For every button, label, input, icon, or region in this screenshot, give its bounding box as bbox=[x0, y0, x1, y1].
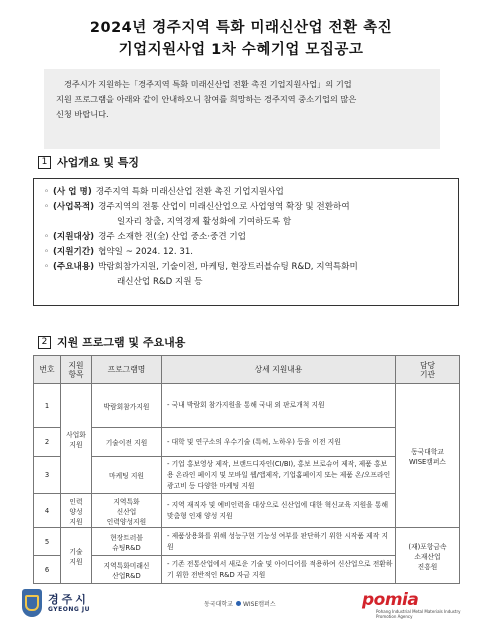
row-detail: - 기존 전통산업에서 새로운 기술 및 아이디어를 적용하여 신산업으로 전환하기 위한 전반적인 R&D 자금 지원 bbox=[162, 556, 396, 584]
header-no: 번호 bbox=[34, 356, 61, 384]
row-program: 마케팅 지원 bbox=[92, 457, 162, 494]
footer-logos bbox=[0, 587, 482, 623]
dongguk-text: 동국대학교 bbox=[204, 601, 233, 608]
overview-item-name bbox=[44, 185, 450, 200]
row-program: 기술이전 지원 bbox=[92, 428, 162, 457]
table-row bbox=[34, 528, 460, 556]
page-title-line1: 2024년 경주지역 특화 미래신산업 전환 촉진 bbox=[89, 20, 393, 36]
overview-value: 경주 소재한 전(全) 산업 중소·중견 기업 bbox=[98, 232, 246, 242]
overview-key: (사 업 명) bbox=[53, 187, 92, 197]
gyeongju-logo bbox=[22, 589, 90, 617]
intro-box bbox=[44, 69, 440, 149]
field-tech: 기술 지원 bbox=[61, 528, 92, 584]
row-no: 6 bbox=[34, 556, 61, 584]
overview-value: 경주지역의 전통 산업이 미래신산업으로 사업영역 확장 및 전환하여 bbox=[98, 202, 350, 212]
section-1-heading bbox=[38, 154, 139, 170]
overview-key: (사업목적) bbox=[53, 202, 95, 212]
overview-item-purpose bbox=[44, 200, 450, 215]
intro-line1: 경주시가 지원하는「경주지역 특화 미래신산업 전환 촉진 기업지원사업」의 기업 bbox=[64, 79, 352, 89]
overview-item-content bbox=[44, 260, 450, 275]
row-program: 지역특화 신산업 인력양성지원 bbox=[92, 494, 162, 528]
overview-value-continued: 일자리 창출, 지역경제 활성화에 기여하도록 함 bbox=[117, 217, 292, 227]
header-field: 지원 항목 bbox=[61, 356, 92, 384]
intro-line2: 지원 프로그램을 아래와 같이 안내하오니 참여를 희망하는 경주지역 중소기업의 많은 bbox=[56, 94, 357, 104]
header-agency: 담당 기관 bbox=[396, 356, 460, 384]
bullet: ◦ bbox=[44, 232, 50, 242]
bullet: ◦ bbox=[44, 202, 50, 212]
overview-box bbox=[33, 178, 459, 306]
overview-item-target bbox=[44, 230, 450, 245]
pomia-wordmark: pomia bbox=[362, 590, 419, 610]
overview-item-period bbox=[44, 245, 450, 260]
bullet: ◦ bbox=[44, 187, 50, 197]
row-detail: - 대학 및 연구소의 우수기술 (특허, 노하우) 등을 이전 지원 bbox=[162, 428, 396, 457]
section-1-number: 1 bbox=[38, 156, 51, 169]
wise-text: WISE캠퍼스 bbox=[242, 601, 276, 608]
overview-value: 경주지역 특화 미래신산업 전환 촉진 기업지원사업 bbox=[95, 187, 284, 197]
bullet: ◦ bbox=[44, 247, 50, 257]
row-no: 4 bbox=[34, 494, 61, 528]
intro-line3: 신청 바랍니다. bbox=[56, 109, 109, 119]
row-program: 지역특화미래신 산업R&D bbox=[92, 556, 162, 584]
city-name-en: GYEONG JU bbox=[48, 606, 90, 613]
overview-value: 협약일 ~ 2024. 12. 31. bbox=[98, 247, 194, 257]
row-no: 5 bbox=[34, 528, 61, 556]
header-program: 프로그램명 bbox=[92, 356, 162, 384]
row-detail: - 기업 홍보영상 제작, 브랜드디자인(CI/BI), 홍보 브로슈어 제작, 제품 홍보용 온라인 페이지 및 모바일 웹/앱제작, 기업홈페이지 또는 제품 온/오프라인 광고비 등 다양한 마케팅 지원 bbox=[162, 457, 396, 494]
section-2-number: 2 bbox=[38, 336, 51, 349]
section-2-heading bbox=[38, 334, 185, 350]
row-detail: - 지역 재직자 및 예비인력을 대상으로 신산업에 대한 혁신교육 지원을 통해 맞춤형 인재 양성 지원 bbox=[162, 494, 396, 528]
row-no: 1 bbox=[34, 384, 61, 428]
city-name-ko: 경주시 bbox=[48, 593, 89, 606]
overview-value-continued: 래신산업 R&D 지원 등 bbox=[117, 277, 203, 287]
overview-key: (지원기간) bbox=[53, 247, 95, 257]
overview-key: (지원대상) bbox=[53, 232, 95, 242]
row-program: 현장트러블 슈팅R&D bbox=[92, 528, 162, 556]
page-title-line2: 기업지원사업 1차 수혜기업 모집공고 bbox=[118, 42, 364, 58]
section-1-title: 사업개요 및 특징 bbox=[57, 156, 140, 169]
section-2-title: 지원 프로그램 및 주요내용 bbox=[57, 336, 186, 349]
table-row bbox=[34, 384, 460, 428]
header-detail: 상세 지원내용 bbox=[162, 356, 396, 384]
bullet: ◦ bbox=[44, 262, 50, 272]
dongguk-dot-icon bbox=[236, 601, 241, 606]
row-detail: - 제품상용화를 위해 성능구현 기능성 여부를 판단하기 위한 시작품 제작 지원 bbox=[162, 528, 396, 556]
row-no: 3 bbox=[34, 457, 61, 494]
pomia-logo bbox=[362, 591, 482, 619]
program-table bbox=[33, 355, 460, 584]
table-header-row bbox=[34, 356, 460, 384]
row-detail: - 국내 박람회 참가지원을 통해 국내 외 판로개척 지원 bbox=[162, 384, 396, 428]
row-no: 2 bbox=[34, 428, 61, 457]
field-biz: 사업화 지원 bbox=[61, 384, 92, 494]
city-emblem-icon bbox=[22, 589, 42, 617]
overview-value: 박람회참가지원, 기술이전, 마케팅, 현장트러블슈팅 R&D, 지역특화미 bbox=[98, 262, 358, 272]
pomia-subtitle: Pohang Industrial Metal Materials Industry Promotion Agency bbox=[376, 609, 461, 619]
overview-key: (주요내용) bbox=[53, 262, 95, 272]
dongguk-logo bbox=[204, 599, 276, 608]
agency-pomia: (재)포항금속 소재산업 진흥원 bbox=[396, 528, 460, 584]
row-program: 박람회참가지원 bbox=[92, 384, 162, 428]
field-talent: 인력 양성 지원 bbox=[61, 494, 92, 528]
agency-dongguk: 동국대학교 WISE캠퍼스 bbox=[396, 384, 460, 528]
